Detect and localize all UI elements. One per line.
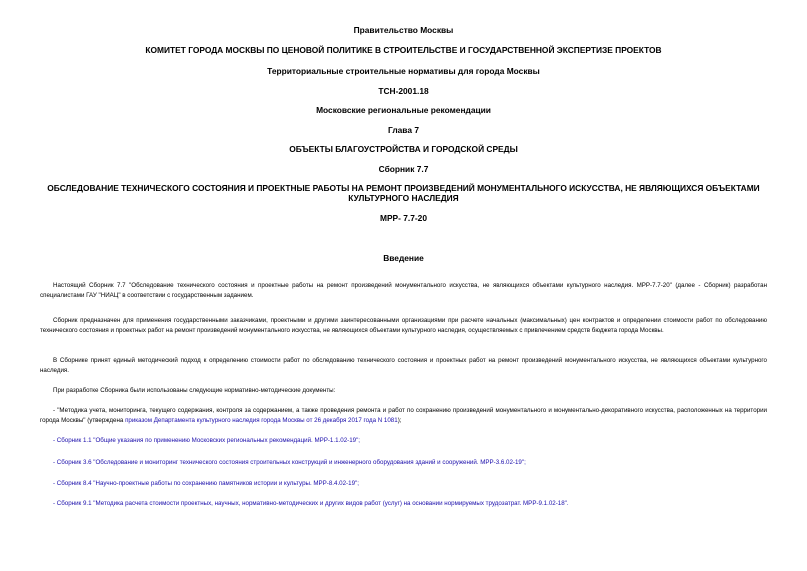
collection-number: Сборник 7.7 xyxy=(378,164,429,174)
government-name: Правительство Москвы xyxy=(353,25,454,35)
introduction-heading: Введение xyxy=(383,253,424,263)
paragraph-3 xyxy=(40,356,767,375)
reference-link-1[interactable]: - Сборник 1.1 "Общие указания по применению Московских региональных рекомендаций. МРР-1.1.02-19"; xyxy=(53,437,360,444)
reference-link-2[interactable]: - Сборник 3.6 "Обследование и мониторинг технического состояния строительных конструкций и инженерного оборудования зданий и сооружений. МРР-3.6.02-19"; xyxy=(53,459,526,466)
collection-title: ОБСЛЕДОВАНИЕ ТЕХНИЧЕСКОГО СОСТОЯНИЯ И ПРОЕКТНЫЕ РАБОТЫ НА РЕМОНТ ПРОИЗВЕДЕНИЙ МОНУМЕНТАЛЬНОГО ИСКУССТВА, НЕ ЯВЛЯЮЩИХСЯ ОБЪЕКТАМИ КУЛЬТУРНОГО НАСЛЕДИЯ xyxy=(47,183,760,203)
decree-link[interactable]: приказом Департамента культурного наследия города Москвы от 26 декабря 2017 года N 1081 xyxy=(125,416,398,424)
paragraph-5-end: ); xyxy=(397,416,402,424)
paragraph-5-text: - "Методика учета, мониторинга, текущего содержания, контроля за содержанием, а также проведения ремонта и работ по сохранению произведений монументального и монументально-декоративного искусства, расположенных на территории города Москвы" (утверждена xyxy=(40,407,767,424)
mrr-code: МРР- 7.7-20 xyxy=(379,213,427,223)
paragraph-4 xyxy=(40,386,767,396)
paragraph-2 xyxy=(40,316,767,335)
chapter-title: ОБЪЕКТЫ БЛАГОУСТРОЙСТВА И ГОРОДСКОЙ СРЕДЫ xyxy=(289,144,518,154)
paragraph-1-text: Настоящий Сборник 7.7 "Обследование технического состояния и проектные работы на ремонт произведений монументального искусства, не являющихся объектами культурного наследия. МРР-7.7-20" (далее - Сборник) разработан специалистами ГАУ "НИАЦ" в соответствии с государственным заданием. xyxy=(40,282,767,299)
paragraph-3-text: В Сборнике принят единый методический подход к определению стоимости работ по обследованию технического состояния и проектных работ на ремонт произведений монументального искусства, не являющихся объектами культурного наследия. xyxy=(40,357,767,374)
recommendations-title: Московские региональные рекомендации xyxy=(316,105,491,115)
reference-link-4[interactable]: - Сборник 9.1 "Методика расчета стоимости проектных, научных, нормативно-методических и других видов работ (услуг) на основании нормируемых трудозатрат. МРР-9.1.02-18". xyxy=(53,500,569,507)
chapter-number: Глава 7 xyxy=(388,125,419,135)
document-code: ТСН-2001.18 xyxy=(378,86,429,96)
norms-title: Территориальные строительные нормативы для города Москвы xyxy=(267,66,540,76)
paragraph-5 xyxy=(40,406,767,425)
paragraph-2-text: Сборник предназначен для применения государственными заказчиками, проектными и другими заинтересованными организациями при расчете начальных (максимальных) цен контрактов и определении стоимости работ по обследованию технического состояния и проектных работ на ремонт произведений монументального искусства, не являющихся объектами культурного наследия, осуществляемых с привлечением средств бюджета города Москвы. xyxy=(40,317,767,334)
reference-link-3[interactable]: - Сборник 8.4 "Научно-проектные работы по сохранению памятников истории и культуры. МРР-8.4.02-19"; xyxy=(53,480,359,487)
paragraph-1 xyxy=(40,281,767,300)
committee-name: КОМИТЕТ ГОРОДА МОСКВЫ ПО ЦЕНОВОЙ ПОЛИТИКЕ В СТРОИТЕЛЬСТВЕ И ГОСУДАРСТВЕННОЙ ЭКСПЕРТИЗЕ ПРОЕКТОВ xyxy=(145,45,662,55)
paragraph-4-text: При разработке Сборника были использованы следующие нормативно-методические документы: xyxy=(53,387,336,394)
